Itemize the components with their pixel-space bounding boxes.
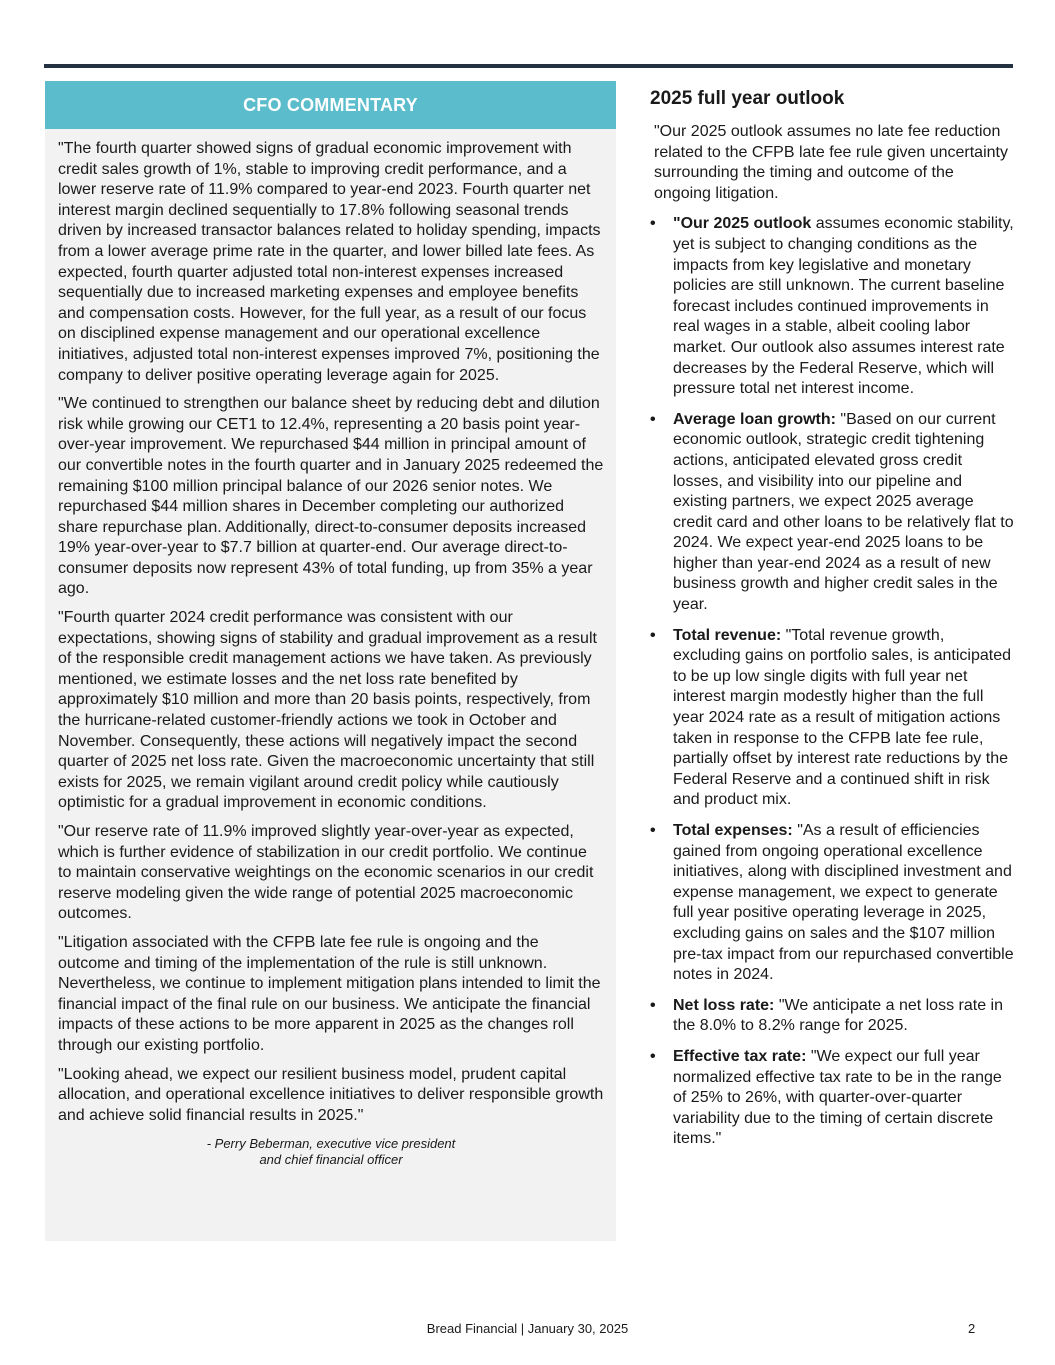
bullet-label: Average loan growth: xyxy=(673,410,836,428)
cfo-paragraph: "We continued to strengthen our balance sheet by reducing debt and dilution risk while growing our CET1 to 12.4%, representing a 20 basis point year-over-year improvement. We repurchased $44 million in principal amount of our convertible notes in the fourth quarter and in January 2025 redeemed the remaining $100 million principal balance of our 2026 senior notes. We repurchased $44 million shares in December completing our authorized share repurchase plan. Additionally, direct-to-consumer deposits increased 19% year-over-year to $7.7 billion at quarter-end. Our average direct-to-consumer deposits now represent 43% of total funding, up from 35% a year ago. xyxy=(58,395,604,598)
bullet-icon: • xyxy=(650,996,656,1014)
outlook-bullet-list xyxy=(650,214,1015,1150)
cfo-paragraph: "Fourth quarter 2024 credit performance was consistent with our expectations, showing signs of stability and gradual improvement as a result of the responsible credit management actions we have taken. As previously mentioned, we estimate losses and the net loss rate benefited by approximately $10 million and more than 20 basis points, respectively, from the hurricane-related customer-friendly actions we took in October and November. Consequently, these actions will negatively impact the second quarter of 2025 net loss rate. Given the macroeconomic uncertainty that still exists for 2025, we remain vigilant around credit policy while cautiously optimistic for a gradual improvement in economic conditions. xyxy=(58,609,597,812)
bullet-label: Total revenue: xyxy=(673,626,782,644)
outlook-bullet xyxy=(650,996,1015,1037)
bullet-text: "Total revenue growth, excluding gains on portfolio sales, is anticipated to be up low single digits with full year net interest margin modestly higher than the full year 2024 rate as a result of mitigation actions taken in response to the CFPB late fee rule, partially offset by interest rate reductions by the Federal Reserve and a continued shift in risk and product mix. xyxy=(673,626,1011,809)
bullet-text: "We anticipate a net loss rate in the 8.0% to 8.2% range for 2025. xyxy=(673,996,1003,1035)
cfo-paragraph: "The fourth quarter showed signs of gradual economic improvement with credit sales growth of 1%, stable to improving credit performance, and a lower reserve rate of 11.9% compared to year-end 2023. Fourth quarter net interest margin declined sequentially to 17.8% following seasonal trends driven by increased transactor balances related to holiday spending, impacts from a lower average prime rate in the quarter, and lower billed late fees. As expected, fourth quarter adjusted total non-interest expenses increased sequentially due to increased marketing expenses and employee benefits and compensation costs. However, for the full year, as a result of our focus on disciplined expense management and our operational excellence initiatives, adjusted total non-interest expenses improved 7%, positioning the company to deliver positive operating leverage again for 2025. xyxy=(58,140,601,384)
outlook-bullet xyxy=(650,626,1015,811)
cfo-commentary-title: CFO COMMENTARY xyxy=(45,81,616,129)
cfo-commentary-body xyxy=(45,129,616,1168)
outlook-bullet xyxy=(650,821,1015,986)
outlook-intro: "Our 2025 outlook assumes no late fee reduction related to the CFPB late fee rule given uncertainty surrounding the timing and outcome of the ongoing litigation. xyxy=(654,123,1008,202)
bullet-icon: • xyxy=(650,410,656,428)
bullet-icon: • xyxy=(650,626,656,644)
cfo-paragraph: "Litigation associated with the CFPB late fee rule is ongoing and the outcome and timing of the implementation of the rule is still unknown. Nevertheless, we continue to implement mitigation plans intended to limit the financial impact of the final rule on our business. We anticipate the financial impacts of these actions to be more apparent in 2025 as the changes roll through our existing portfolio. xyxy=(58,933,601,1054)
bullet-label: Net loss rate: xyxy=(673,996,775,1014)
signature-line: - Perry Beberman, executive vice president xyxy=(206,1136,456,1152)
outlook-title: 2025 full year outlook xyxy=(650,88,845,109)
cfo-paragraph: "Our reserve rate of 11.9% improved slightly year-over-year as expected, which is further evidence of stabilization in our credit portfolio. We continue to maintain conservative weightings on the economic scenarios in our credit reserve modeling given the wide range of potential 2025 macroeconomic outcomes. xyxy=(58,823,594,923)
bullet-icon: • xyxy=(650,1047,656,1065)
bullet-icon: • xyxy=(650,215,656,233)
cfo-signature xyxy=(58,1136,604,1168)
page-number: 2 xyxy=(968,1321,976,1336)
outlook-bullet xyxy=(650,1047,1015,1150)
top-divider xyxy=(44,64,1013,68)
page-footer: Bread Financial | January 30, 2025 xyxy=(426,1321,629,1336)
bullet-label: "Our 2025 outlook xyxy=(673,215,812,233)
bullet-text: "We expect our full year normalized effective tax rate to be in the range of 25% to 26%, with quarter-over-quarter variability due to the timing of certain discrete items." xyxy=(673,1047,1002,1148)
bullet-label: Effective tax rate: xyxy=(673,1047,807,1065)
bullet-label: Total expenses: xyxy=(673,822,793,839)
outlook-bullet xyxy=(650,214,1015,399)
outlook-bullet xyxy=(650,410,1015,616)
bullet-text: assumes economic stability, yet is subject to changing conditions as the impacts from key legislative and monetary policies are still unknown. The current baseline forecast includes continued improvements in real wages in a stable, albeit cooling labor market. Our outlook also assumes interest rate decreases by the Federal Reserve, which will pressure total net interest income. xyxy=(673,215,1014,398)
cfo-commentary-panel xyxy=(45,81,616,1241)
cfo-paragraph: "Looking ahead, we expect our resilient business model, prudent capital allocation, and operational excellence initiatives to deliver responsible growth and achieve solid financial results in 2025." xyxy=(58,1065,604,1124)
outlook-section xyxy=(650,88,1015,1160)
bullet-text: "As a result of efficiencies gained from ongoing operational excellence initiatives, along with disciplined investment and expense management, we expect to generate full year positive operating leverage in 2025, excluding gains on sales and the $107 million pre-tax impact from our repurchased convertible notes in 2024. xyxy=(673,822,1014,984)
signature-line: and chief financial officer xyxy=(259,1152,403,1168)
bullet-icon: • xyxy=(650,822,656,839)
bullet-text: "Based on our current economic outlook, strategic credit tightening actions, anticipated elevated gross credit losses, and visibility into our pipeline and existing partners, we expect 2025 average credit card and other loans to be relatively flat to 2024. We expect year-end 2025 loans to be higher than year-end 2024 as a result of new business growth and higher credit sales in the year. xyxy=(673,410,1014,614)
